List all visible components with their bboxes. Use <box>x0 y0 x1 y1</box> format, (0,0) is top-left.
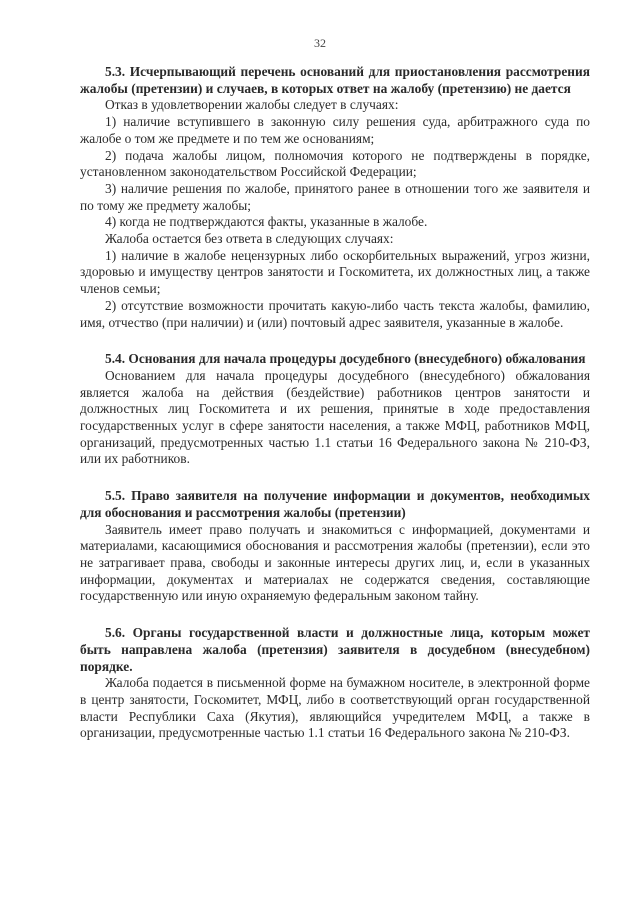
paragraph: Жалоба остается без ответа в следующих случаях: <box>105 231 394 247</box>
section-spacer <box>80 331 590 351</box>
page-number: 32 <box>314 36 326 50</box>
list-item: 2) подача жалобы лицом, полномочия которого не подтверждены в порядке, установленном законодательством Российской Федерации; <box>80 147 590 180</box>
section-heading-5-5: 5.5. Право заявителя на получение информации и документов, необходимых для обоснования и рассмотрения жалобы (претензии) <box>80 488 590 520</box>
section-spacer <box>80 605 590 625</box>
list-item: 1) наличие вступившего в законную силу решения суда, арбитражного суда по жалобе о том же предмете и по тем же основаниям; <box>80 114 590 146</box>
paragraph: Основанием для начала процедуры досудебного (внесудебного) обжалования является жалоба на действия (бездействие) работников центров занятости и должностных лиц Госкомитета и их решения, принятые в ходе предоставления государственных услуг в сфере занятости населения, а также МФЦ, работников МФЦ, организаций, предусмотренных частью 1.1 статьи 16 Федерального закона № 210-ФЗ, или их работников. <box>80 367 590 467</box>
paragraph: Жалоба подается в письменной форме на бумажном носителе, в электронной форме в центр занятости, Госкомитет, МФЦ, либо в соответствующий орган государственной власти Республики Саха (Якутия), являющийся учредителем МФЦ, а также в организации, предусмотренные частью 1.1 статьи 16 Федерального закона № 210-ФЗ. <box>80 675 590 741</box>
section-spacer <box>80 468 590 488</box>
list-item: 2) отсутствие возможности прочитать какую-либо часть текста жалобы, фамилию, имя, отчество (при наличии) и (или) почтовый адрес заявителя, указанные в жалобе. <box>80 297 590 330</box>
document-body <box>80 64 590 742</box>
section-heading-5-3: 5.3. Исчерпывающий перечень оснований для приостановления рассмотрения жалобы (претензии) и случаев, в которых ответ на жалобу (претензию) не дается <box>80 64 590 96</box>
section-heading-5-6: 5.6. Органы государственной власти и должностные лица, которым может быть направлена жалоба (претензия) заявителя в досудебном (внесудебном) порядке. <box>80 625 590 674</box>
section-heading-5-4: 5.4. Основания для начала процедуры досудебного (внесудебного) обжалования <box>105 351 586 367</box>
paragraph: Отказ в удовлетворении жалобы следует в случаях: <box>105 97 399 113</box>
list-item: 3) наличие решения по жалобе, принятого ранее в отношении того же заявителя и по тому же предмету жалобы; <box>80 180 590 213</box>
paragraph: Заявитель имеет право получать и знакомиться с информацией, документами и материалами, касающимися обоснования и рассмотрения жалобы (претензии), если это не затрагивает права, свободы и законные интересы других лиц, и, если в указанных информации, документах и материалах не содержатся сведения, составляющие государственную или иную охраняемую федеральным законом тайну. <box>80 521 590 604</box>
list-item: 4) когда не подтверждаются факты, указанные в жалобе. <box>105 214 428 230</box>
list-item: 1) наличие в жалобе нецензурных либо оскорбительных выражений, угроз жизни, здоровью и имуществу центров занятости и Госкомитета, их должностных лиц, а также членов семьи; <box>80 247 590 297</box>
